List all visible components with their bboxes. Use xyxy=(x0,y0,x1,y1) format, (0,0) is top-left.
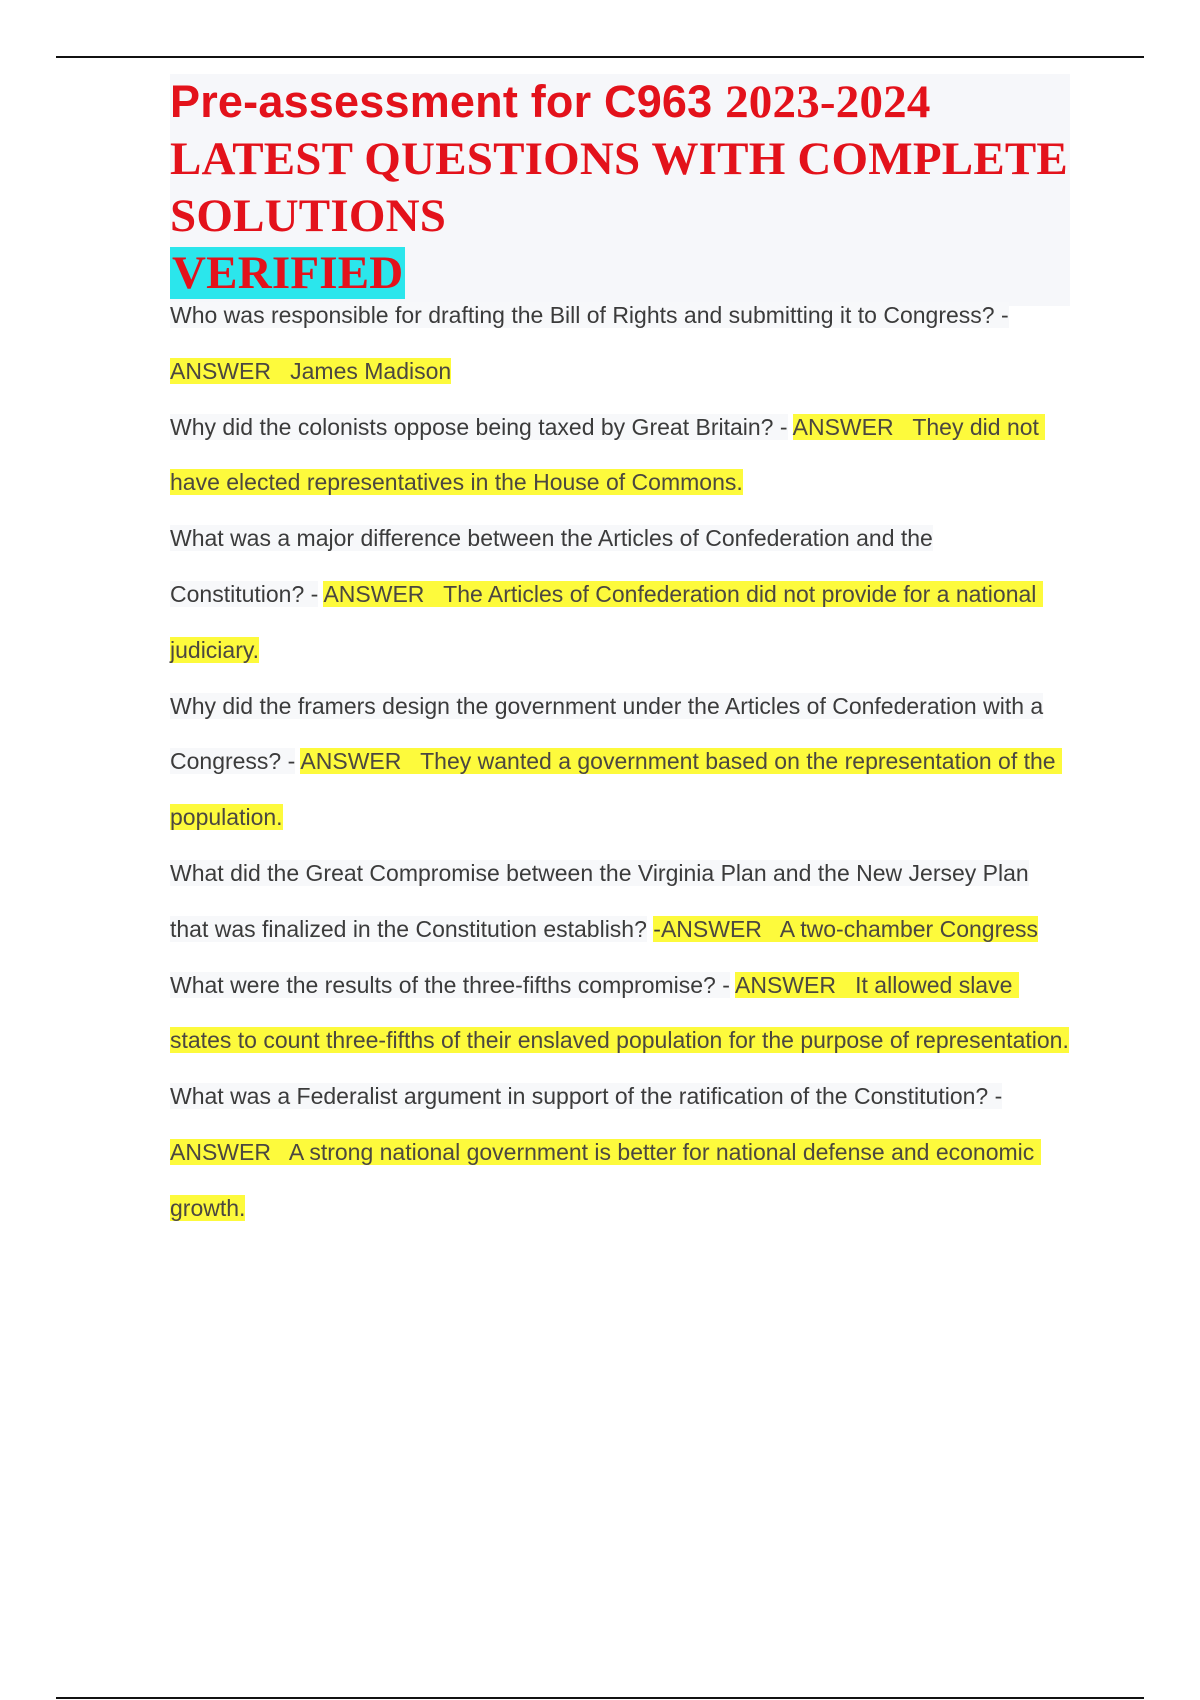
answer-text: ANSWER James Madison xyxy=(170,357,452,384)
qa-item xyxy=(170,846,1070,958)
bottom-rule xyxy=(56,1697,1144,1699)
question-text: What was a Federalist argument in support of the ratification of the Constitution? - xyxy=(170,1083,1003,1110)
title-part-1: Pre-assessment for C963 xyxy=(170,76,726,127)
answer-text: ANSWER The Articles of Confederation did not provide for a national judiciary. xyxy=(170,580,1043,663)
title-part-3: LATEST QUESTIONS WITH COMPLETE SOLUTIONS xyxy=(170,133,1068,242)
title-verified: VERIFIED xyxy=(172,247,404,299)
question-text: Why did the framers design the government under the Articles of Confederation with a Congress? - xyxy=(170,692,1044,775)
question-text: What was a major difference between the Articles of Confederation and the Constitution? - xyxy=(170,525,933,607)
title-part-2: 2023-2024 xyxy=(725,76,931,128)
answer-text: ANSWER They wanted a government based on the representation of the population. xyxy=(170,748,1062,831)
question-text: What did the Great Compromise between the Virginia Plan and the New Jersey Plan that was finalized in the Constitution establish? xyxy=(170,859,1029,942)
question-text: Who was responsible for drafting the Bill of Rights and submitting it to Congress? - xyxy=(170,302,1009,328)
top-rule xyxy=(56,56,1144,58)
question-text: What were the results of the three-fifths compromise? - xyxy=(170,971,730,998)
qa-list xyxy=(170,288,1070,1237)
qa-item xyxy=(170,1069,1070,1236)
answer-text: ANSWER A strong national government is better for national defense and economic growth. xyxy=(170,1138,1041,1221)
qa-item xyxy=(170,958,1070,1070)
question-dash: - xyxy=(653,915,661,942)
title-block xyxy=(170,74,1070,306)
page-title xyxy=(170,74,1070,302)
answer-text: ANSWER They did not have elected representatives in the House of Commons. xyxy=(170,413,1046,496)
answer-text: ANSWER A two-chamber Congress xyxy=(660,915,1039,942)
question-text: Why did the colonists oppose being taxed by Great Britain? - xyxy=(170,413,788,440)
qa-item xyxy=(170,288,1070,400)
answer-text: ANSWER It allowed slave states to count three-fifths of their enslaved population for the purpose of representation. xyxy=(170,971,1069,1054)
qa-item xyxy=(170,511,1070,678)
qa-item xyxy=(170,679,1070,846)
qa-item xyxy=(170,400,1070,512)
